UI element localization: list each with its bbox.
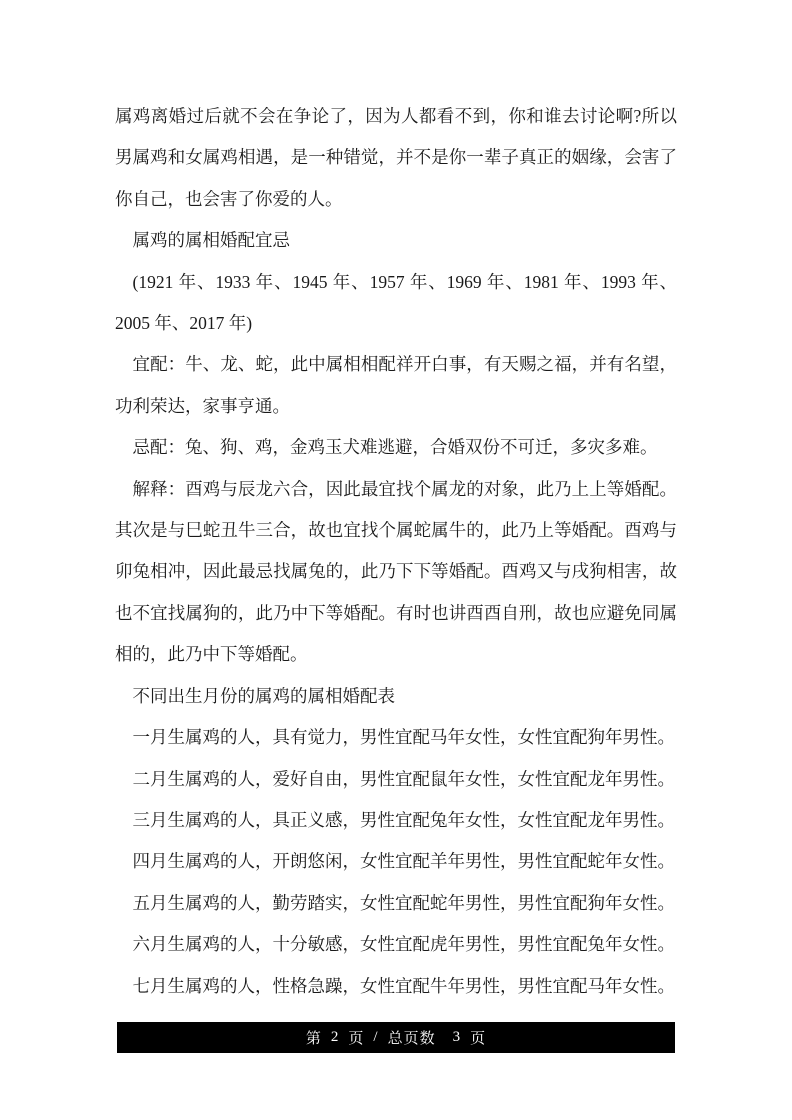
paragraph: 不同出生月份的属鸡的属相婚配表 bbox=[132, 685, 395, 706]
total-pages-label: 总页数 bbox=[387, 1031, 436, 1047]
paragraph: 七月生属鸡的人，性格急躁，女性宜配牛年男性，男性宜配马年女性。 bbox=[132, 975, 675, 996]
paragraph: 六月生属鸡的人，十分敏感，女性宜配虎年男性，男性宜配兔年女性。 bbox=[132, 934, 675, 955]
paragraph: (1921 年、1933 年、1945 年、1957 年、1969 年、1981 年、1993 年、2005 年、2017 年) bbox=[115, 271, 677, 334]
current-page-number: 2 bbox=[330, 1029, 340, 1045]
paragraph: 二月生属鸡的人，爱好自由，男性宜配鼠年女性，女性宜配龙年男性。 bbox=[132, 768, 675, 789]
paragraph: 五月生属鸡的人，勤劳踏实，女性宜配蛇年男性，男性宜配狗年女性。 bbox=[132, 892, 675, 913]
paragraph: 属鸡的属相婚配宜忌 bbox=[132, 230, 290, 251]
paragraph: 属鸡离婚过后就不会在争论了，因为人都看不到，你和谁去讨论啊?所以男属鸡和女属鸡相遇，是一种错觉，并不是你一辈子真正的姻缘，会害了你自己，也会害了你爱的人。 bbox=[115, 106, 677, 209]
paragraph: 一月生属鸡的人，具有觉力，男性宜配马年女性，女性宜配狗年男性。 bbox=[132, 727, 675, 748]
paragraph: 三月生属鸡的人，具正义感，男性宜配兔年女性，女性宜配龙年男性。 bbox=[132, 809, 675, 830]
paragraph: 解释：酉鸡与辰龙六合，因此最宜找个属龙的对象，此乃上上等婚配。其次是与巳蛇丑牛三合，故也宜找个属蛇属牛的，此乃上等婚配。酉鸡与卯兔相冲，因此最忌找属兔的，此乃下下等婚配。酉鸡又与戌狗相害，故也不宜找属狗的，此乃中下等婚配。有时也讲酉酉自刑，故也应避免同属相的，此乃中下等婚配。 bbox=[115, 478, 677, 665]
paragraph: 四月生属鸡的人，开朗悠闲，女性宜配羊年男性，男性宜配蛇年女性。 bbox=[132, 851, 675, 872]
page-footer-bar bbox=[117, 1022, 675, 1053]
total-page-count: 3 bbox=[452, 1029, 462, 1045]
paragraph: 宜配：牛、龙、蛇，此中属相相配祥开白事，有天赐之福，并有名望，功利荣达，家事亨通。 bbox=[115, 354, 677, 416]
page-separator: / bbox=[373, 1029, 379, 1045]
page-unit-label: 页 bbox=[348, 1031, 365, 1047]
page-prefix-label: 第 bbox=[305, 1031, 322, 1047]
document-body bbox=[115, 96, 677, 1007]
paragraph: 忌配：兔、狗、鸡，金鸡玉犬难逃避，合婚双份不可迁，多灾多难。 bbox=[132, 437, 658, 458]
total-unit-label: 页 bbox=[470, 1031, 487, 1047]
